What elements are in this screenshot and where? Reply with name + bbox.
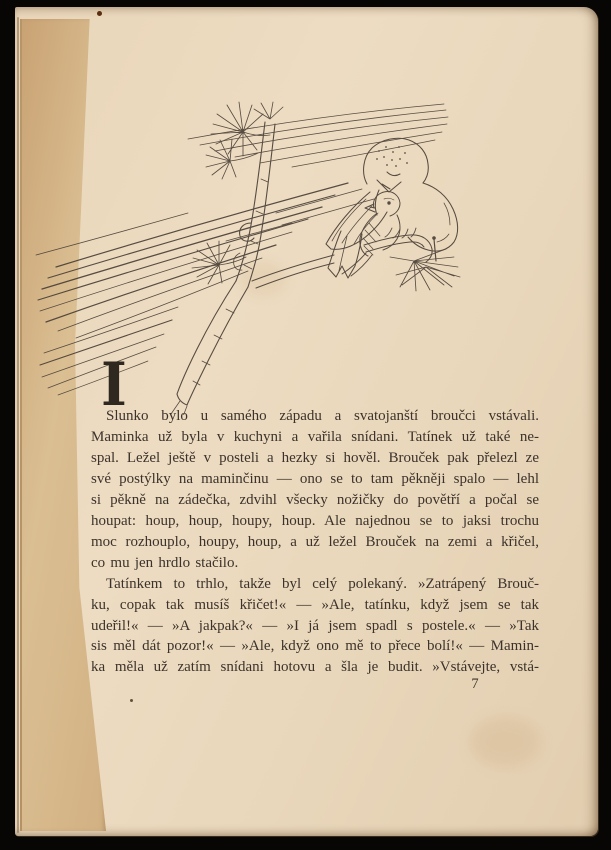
text-line: své postýlky na maminčinu — ono se to tam pěkněji spalo — lehl <box>91 470 539 487</box>
text-line: udeřil!« — »A jakpak?« — »I já jsem spadl s postele.« — »Tak <box>91 617 539 634</box>
text-line: co mu jen hrdlo stačilo. <box>91 554 239 571</box>
lower-branch <box>171 281 248 415</box>
parent-bird <box>326 138 458 251</box>
text-line: Maminka už byla v kuchyni a vařila snídani. Tatínek už také ne- <box>91 428 539 445</box>
text-line: Tatínkem to trhlo, takže byl celý polekaný. »Zatrápený Brouč- <box>106 575 539 592</box>
paper-speck <box>97 11 102 16</box>
text-line: moc rozhouplo, houpy, houp, a už ležel Brouček na zemi a křičel, <box>91 533 539 550</box>
text-line: sis měl dát pozor!« — »Ale, když ono mě to přece bolí!« — Mamin- <box>91 638 539 655</box>
needle-bud <box>432 236 436 240</box>
page-fold-line <box>17 17 19 833</box>
needle-clusters <box>192 102 460 291</box>
tail-feathers <box>342 253 372 276</box>
page <box>15 7 598 836</box>
crown-speckles <box>376 146 408 167</box>
page-number: 7 <box>471 676 479 692</box>
paper-stain <box>470 717 540 767</box>
chick-bird <box>342 192 400 276</box>
chapter-numeral: I <box>101 350 127 420</box>
text-line: si pěkně na zádečka, zdvihl všecky nožičky do povětří a počal se <box>91 491 539 508</box>
chick-eye <box>387 201 390 204</box>
beak <box>377 180 401 192</box>
text-line: ka měla už zatím snídani hotovu a šla je budit. »Vstávejte, vstá- <box>91 659 539 676</box>
text-line: ku, copak tak musíš křičet!« — »Ale, tatínku, když jsem se tak <box>91 596 539 613</box>
paper-speck <box>130 699 133 702</box>
text-line: houpat: houp, houp, houpy, houp. Ale najednou se to jaksi trochu <box>91 512 539 529</box>
body-text <box>91 406 539 678</box>
closed-eye <box>387 172 400 176</box>
text-line: Slunko bylo u samého západu a svatojanští broučci vstávali. <box>106 408 539 424</box>
text-line: spal. Ležel ještě v posteli a hezky si hověl. Brouček pak přelezl ze <box>91 449 539 466</box>
